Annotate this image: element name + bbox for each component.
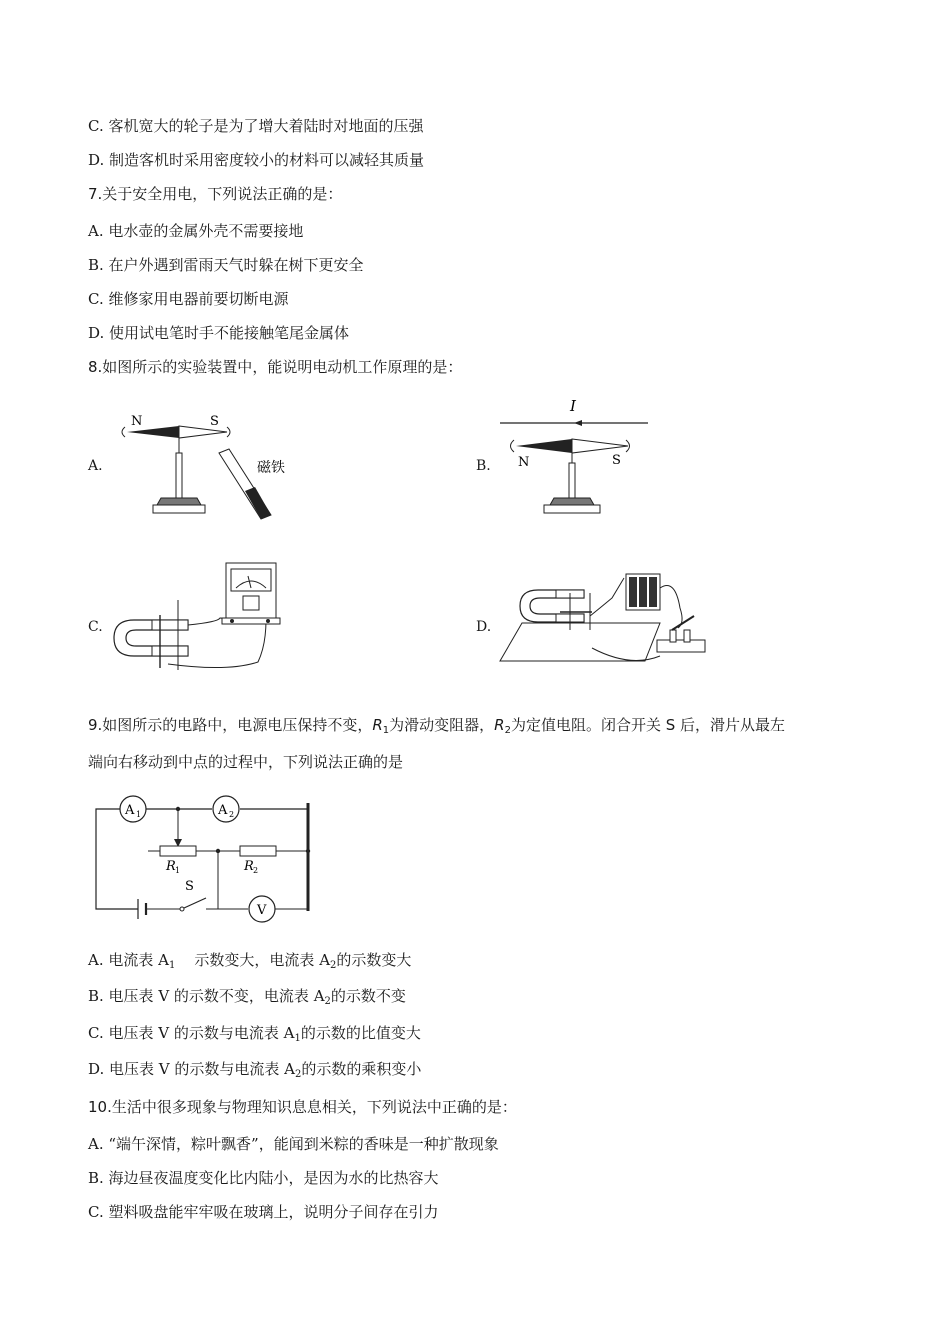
q10-option-c: C. 塑料吸盘能牢牢吸在玻璃上，说明分子间存在引力	[88, 1203, 439, 1221]
svg-text:V: V	[257, 903, 267, 918]
q8-figure-c	[108, 560, 308, 675]
q8-figure-b	[500, 395, 660, 525]
q6-option-c: C. 客机宽大的轮子是为了增大着陆时对地面的压强	[88, 117, 424, 135]
compass-needle-south	[179, 426, 227, 438]
q6-option-d: D. 制造客机时采用密度较小的材料可以减轻其质量	[88, 151, 425, 169]
switch	[657, 640, 705, 652]
compass-needle-north	[516, 439, 572, 453]
q7-option-c: C. 维修家用电器前要切断电源	[88, 290, 289, 308]
q9-stem-line1: 9.如图所示的电路中，电源电压保持不变，$R_1$为滑动变阻器，$R_2$为定值电阻。闭合开关 S 后，滑片从最左	[88, 716, 786, 736]
q7-option-b: B. 在户外遇到雷雨天气时躲在树下更安全	[88, 256, 364, 274]
q8-figure-a	[115, 405, 315, 525]
base-board	[500, 623, 660, 661]
svg-text:2: 2	[229, 810, 235, 819]
svg-text:2: 2	[253, 866, 259, 875]
fig-a-magnet-label: 磁铁	[257, 460, 285, 476]
svg-text:1: 1	[136, 810, 142, 819]
fig-b-south-label: S	[612, 453, 621, 468]
svg-text:A: A	[125, 803, 135, 818]
q8-stem: 8.如图所示的实验装置中，能说明电动机工作原理的是：	[88, 358, 463, 376]
resistor-r2	[240, 846, 276, 856]
q9-option-c: C. 电压表 V 的示数与电流表 $A_1$的示数的比值变大	[88, 1024, 421, 1044]
switch-s	[184, 898, 206, 908]
q10-option-a: A. “端午深情，粽叶飘香”，能闻到米粽的香味是一种扩散现象	[88, 1135, 499, 1153]
q7-option-a: A. 电水壶的金属外壳不需要接地	[88, 222, 304, 240]
q9-circuit-diagram	[88, 793, 318, 923]
svg-text:A: A	[218, 803, 228, 818]
rheostat-r1	[160, 846, 196, 856]
svg-text:1: 1	[175, 866, 181, 875]
svg-text:R: R	[244, 859, 254, 874]
svg-text:S: S	[185, 879, 194, 894]
q8-label-c: C.	[88, 619, 103, 635]
q10-stem: 10.生活中很多现象与物理知识息息相关，下列说法中正确的是：	[88, 1098, 517, 1116]
compass-needle-south	[572, 439, 628, 453]
q7-option-d: D. 使用试电笔时手不能接触笔尾金属体	[88, 324, 350, 342]
fig-b-current-label: I	[570, 397, 576, 415]
q9-option-b: B. 电压表 V 的示数不变，电流表 $A_2$的示数不变	[88, 987, 406, 1007]
fig-a-south-label: S	[210, 414, 219, 429]
q9-option-a: A. 电流表 $A_1$ 示数变大，电流表 $A_2$的示数变大	[88, 951, 412, 971]
q10-option-b: B. 海边昼夜温度变化比内陆小，是因为水的比热容大	[88, 1169, 439, 1187]
svg-text:R: R	[166, 859, 176, 874]
q9-option-d: D. 电压表 V 的示数与电流表 $A_2$的示数的乘积变小	[88, 1060, 422, 1080]
q8-label-a: A.	[88, 458, 103, 474]
q8-label-d: D.	[476, 619, 492, 635]
q7-stem: 7.关于安全用电，下列说法正确的是：	[88, 185, 343, 203]
fig-b-north-label: N	[518, 455, 530, 470]
q9-stem-line2: 端向右移动到中点的过程中，下列说法正确的是	[88, 753, 404, 771]
fig-a-north-label: N	[131, 414, 143, 429]
q8-label-b: B.	[476, 458, 491, 474]
q8-figure-d	[500, 568, 715, 668]
